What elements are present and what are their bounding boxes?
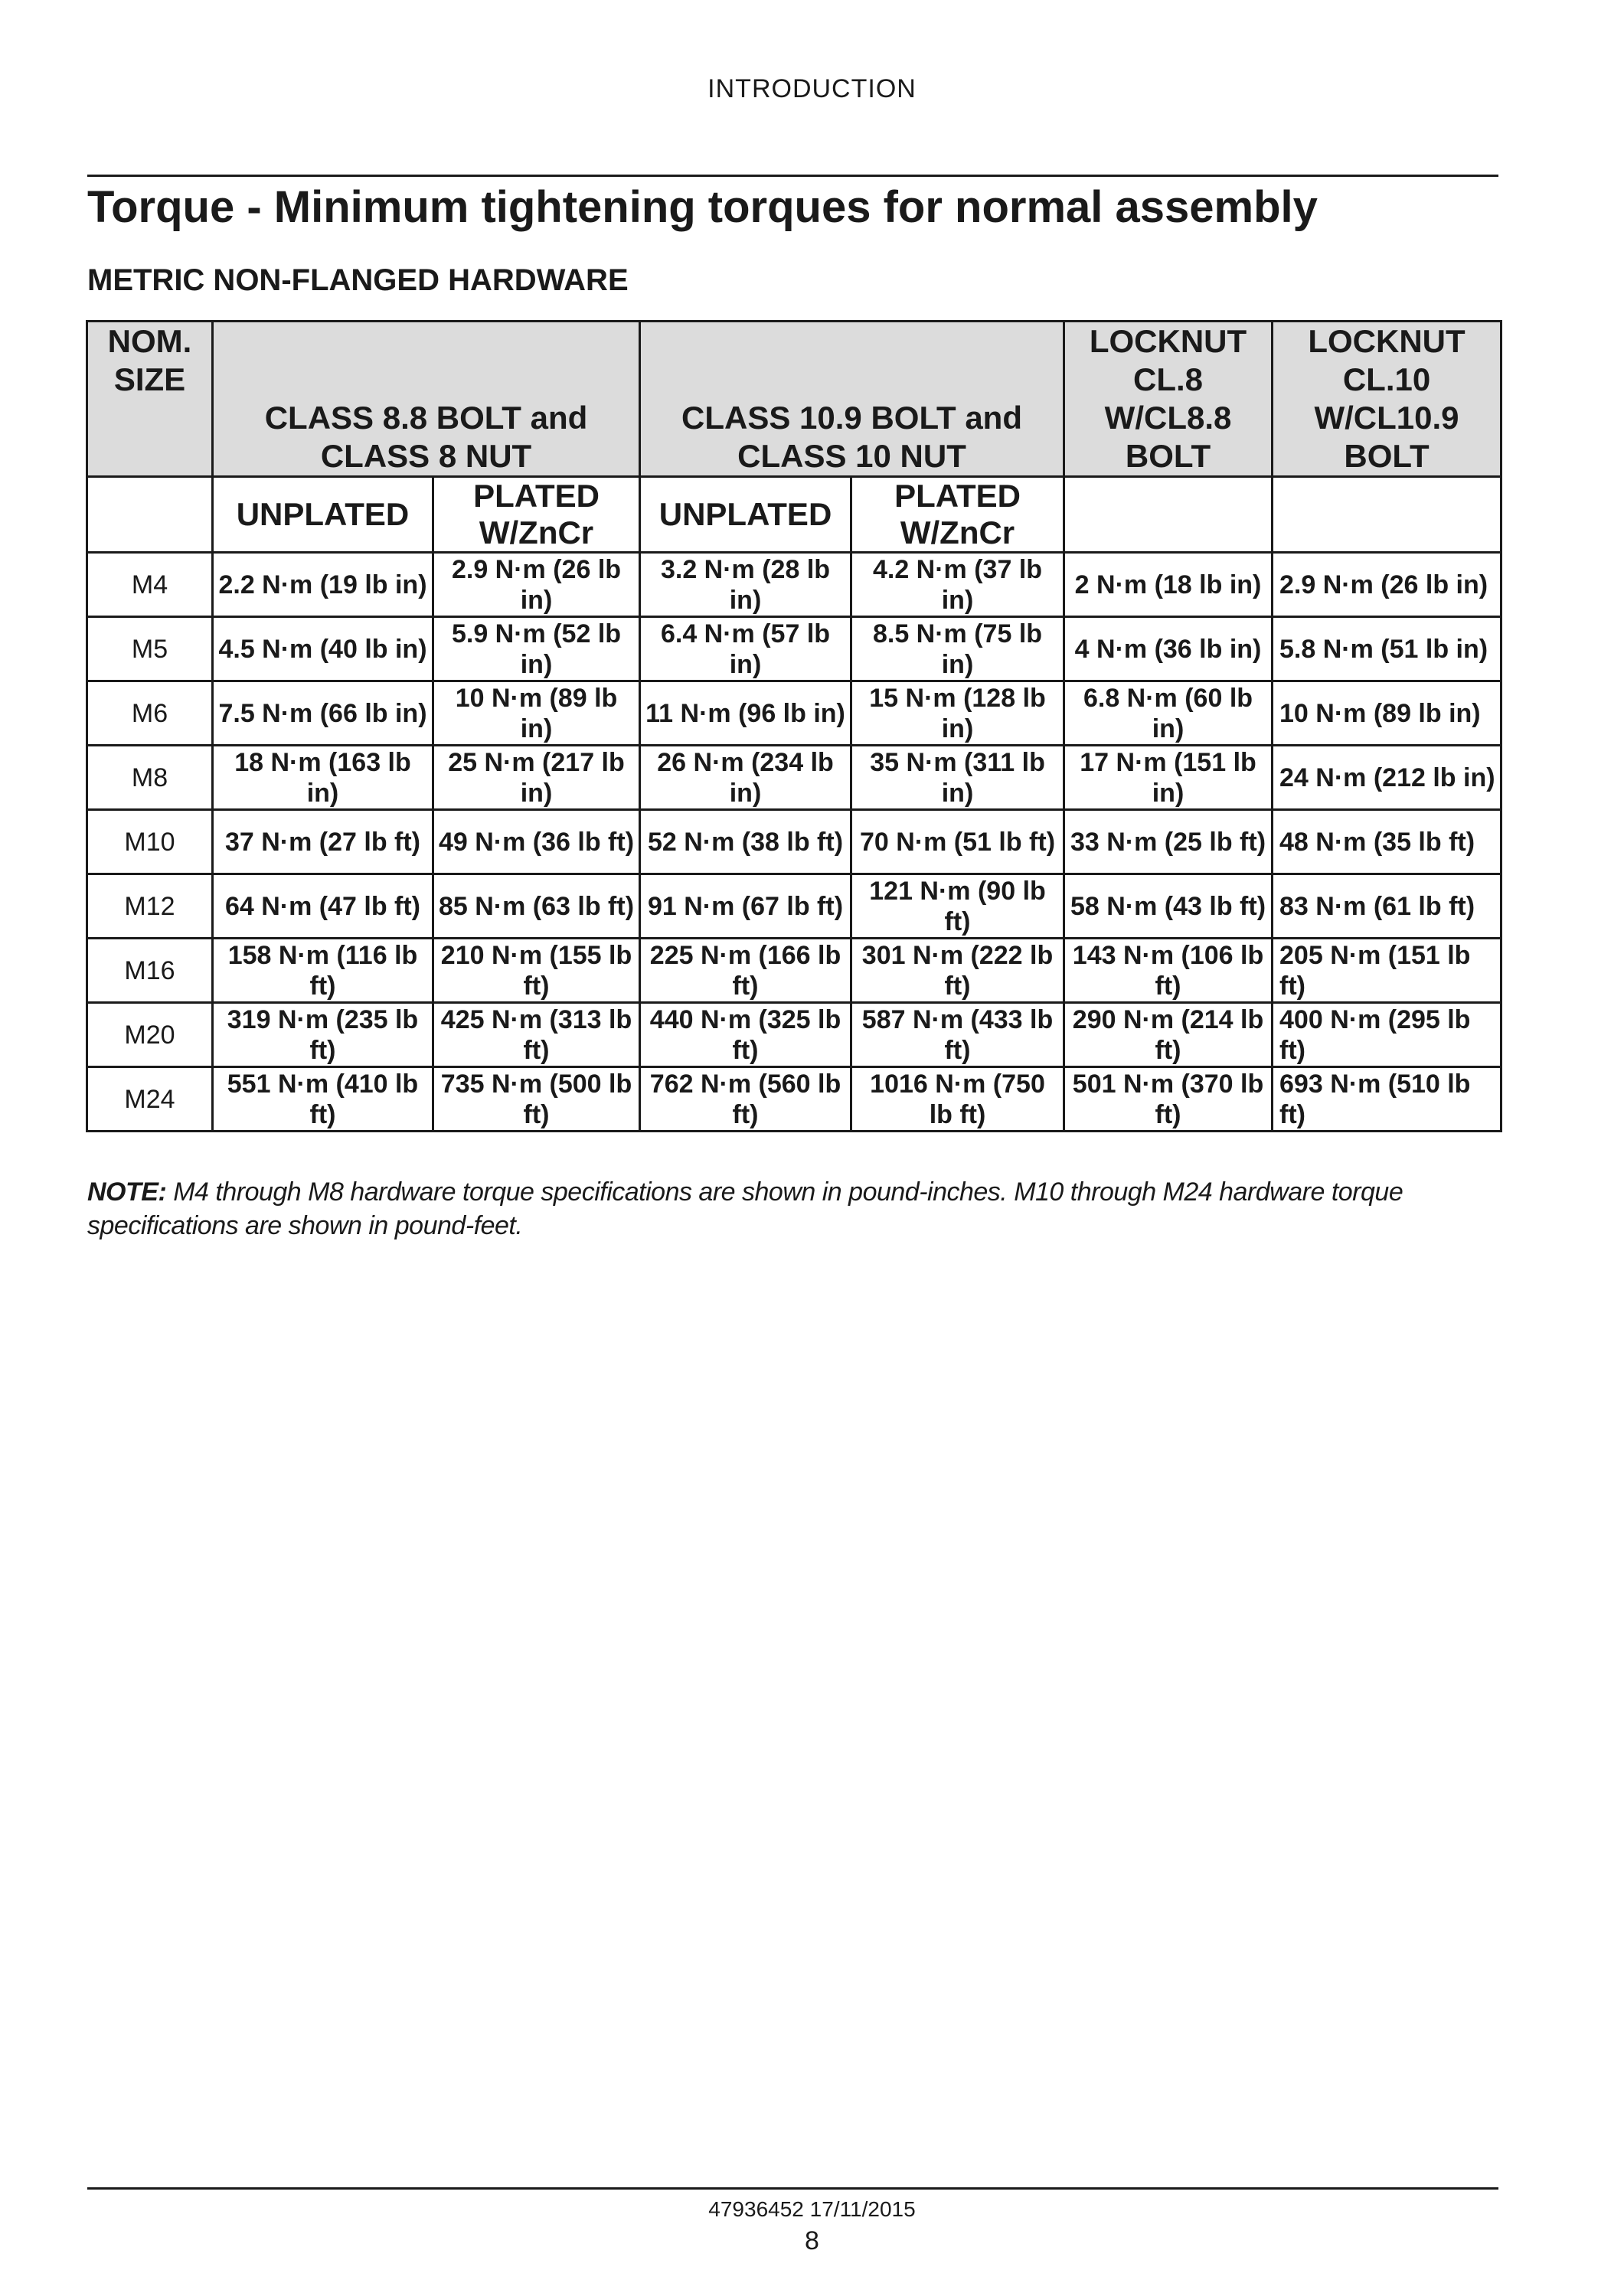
subheader-empty [1273,477,1501,553]
header-nom-size: NOM. SIZE [87,322,213,477]
table-header-row [87,322,1501,477]
cell-class109-plated: 35 N·m (311 lb in) [851,746,1064,810]
cell-locknut-cl10: 2.9 N·m (26 lb in) [1273,553,1501,617]
cell-class109-unplated: 225 N·m (166 lb ft) [640,939,851,1003]
cell-size: M12 [87,874,213,939]
cell-class88-plated: 210 N·m (155 lb ft) [433,939,640,1003]
cell-locknut-cl10: 48 N·m (35 lb ft) [1273,810,1501,874]
subheader-plated: PLATED W/ZnCr [851,477,1064,553]
header-class-8-8: CLASS 8.8 BOLT and CLASS 8 NUT [213,322,640,477]
cell-class109-unplated: 762 N·m (560 lb ft) [640,1067,851,1132]
cell-locknut-cl8: 4 N·m (36 lb in) [1064,617,1273,681]
cell-locknut-cl8: 58 N·m (43 lb ft) [1064,874,1273,939]
cell-class109-plated: 8.5 N·m (75 lb in) [851,617,1064,681]
cell-size: M5 [87,617,213,681]
cell-size: M4 [87,553,213,617]
cell-size: M10 [87,810,213,874]
table-row [87,874,1501,939]
cell-class88-unplated: 4.5 N·m (40 lb in) [213,617,433,681]
cell-class88-unplated: 2.2 N·m (19 lb in) [213,553,433,617]
cell-class109-unplated: 440 N·m (325 lb ft) [640,1003,851,1067]
cell-locknut-cl8: 2 N·m (18 lb in) [1064,553,1273,617]
cell-class109-plated: 301 N·m (222 lb ft) [851,939,1064,1003]
cell-locknut-cl10: 400 N·m (295 lb ft) [1273,1003,1501,1067]
cell-class88-plated: 10 N·m (89 lb in) [433,681,640,746]
page-title: Torque - Minimum tightening torques for normal assembly [87,182,1318,232]
cell-size: M6 [87,681,213,746]
cell-class109-plated: 587 N·m (433 lb ft) [851,1003,1064,1067]
header-class-10-9: CLASS 10.9 BOLT and CLASS 10 NUT [640,322,1064,477]
cell-class88-plated: 735 N·m (500 lb ft) [433,1067,640,1132]
cell-class88-unplated: 319 N·m (235 lb ft) [213,1003,433,1067]
cell-locknut-cl10: 693 N·m (510 lb ft) [1273,1067,1501,1132]
cell-class109-plated: 70 N·m (51 lb ft) [851,810,1064,874]
table-row [87,681,1501,746]
cell-locknut-cl10: 24 N·m (212 lb in) [1273,746,1501,810]
cell-size: M24 [87,1067,213,1132]
table-row [87,939,1501,1003]
table-subheader-row [87,477,1501,553]
subheader-unplated: UNPLATED [213,477,433,553]
table-row [87,810,1501,874]
cell-class88-plated: 425 N·m (313 lb ft) [433,1003,640,1067]
subheader-plated: PLATED W/ZnCr [433,477,640,553]
cell-locknut-cl8: 290 N·m (214 lb ft) [1064,1003,1273,1067]
cell-class109-unplated: 6.4 N·m (57 lb in) [640,617,851,681]
cell-class109-plated: 121 N·m (90 lb ft) [851,874,1064,939]
subheader-empty [87,477,213,553]
cell-size: M20 [87,1003,213,1067]
document-reference: 47936452 17/11/2015 [708,2197,916,2221]
header-locknut-cl8: LOCKNUT CL.8 W/CL8.8 BOLT [1064,322,1273,477]
cell-locknut-cl10: 5.8 N·m (51 lb in) [1273,617,1501,681]
cell-locknut-cl8: 33 N·m (25 lb ft) [1064,810,1273,874]
page-number: 8 [805,2226,819,2255]
cell-class88-unplated: 18 N·m (163 lb in) [213,746,433,810]
subheader-unplated: UNPLATED [640,477,851,553]
cell-class88-plated: 85 N·m (63 lb ft) [433,874,640,939]
table-row [87,1003,1501,1067]
cell-class109-unplated: 3.2 N·m (28 lb in) [640,553,851,617]
cell-size: M8 [87,746,213,810]
cell-class109-plated: 15 N·m (128 lb in) [851,681,1064,746]
table-row [87,746,1501,810]
bottom-divider [87,2187,1498,2190]
section-header: INTRODUCTION [707,74,917,103]
cell-class88-plated: 25 N·m (217 lb in) [433,746,640,810]
cell-class88-unplated: 158 N·m (116 lb ft) [213,939,433,1003]
cell-class88-unplated: 7.5 N·m (66 lb in) [213,681,433,746]
cell-class109-unplated: 26 N·m (234 lb in) [640,746,851,810]
torque-table [86,320,1502,1132]
cell-class109-unplated: 11 N·m (96 lb in) [640,681,851,746]
table-body [87,553,1501,1132]
cell-class88-unplated: 37 N·m (27 lb ft) [213,810,433,874]
table-row [87,617,1501,681]
note-label: NOTE: [87,1177,167,1207]
header-locknut-cl10: LOCKNUT CL.10 W/CL10.9 BOLT [1273,322,1501,477]
cell-locknut-cl8: 17 N·m (151 lb in) [1064,746,1273,810]
cell-class88-unplated: 551 N·m (410 lb ft) [213,1067,433,1132]
cell-class88-plated: 2.9 N·m (26 lb in) [433,553,640,617]
cell-class109-plated: 1016 N·m (750 lb ft) [851,1067,1064,1132]
subheader-empty [1064,477,1273,553]
cell-locknut-cl8: 143 N·m (106 lb ft) [1064,939,1273,1003]
top-divider [87,175,1498,177]
cell-class88-plated: 5.9 N·m (52 lb in) [433,617,640,681]
cell-class109-unplated: 91 N·m (67 lb ft) [640,874,851,939]
note-paragraph [87,1175,1498,1243]
cell-locknut-cl8: 6.8 N·m (60 lb in) [1064,681,1273,746]
table-row [87,1067,1501,1132]
table-row [87,553,1501,617]
section-subtitle: METRIC NON-FLANGED HARDWARE [87,263,629,297]
cell-class88-plated: 49 N·m (36 lb ft) [433,810,640,874]
cell-class88-unplated: 64 N·m (47 lb ft) [213,874,433,939]
cell-size: M16 [87,939,213,1003]
cell-locknut-cl10: 10 N·m (89 lb in) [1273,681,1501,746]
cell-class109-plated: 4.2 N·m (37 lb in) [851,553,1064,617]
cell-locknut-cl10: 205 N·m (151 lb ft) [1273,939,1501,1003]
note-text: M4 through M8 hardware torque specifications are shown in pound-inches. M10 through M24 hardware torque specifications are shown in pound-feet. [87,1177,1403,1240]
cell-locknut-cl10: 83 N·m (61 lb ft) [1273,874,1501,939]
cell-locknut-cl8: 501 N·m (370 lb ft) [1064,1067,1273,1132]
cell-class109-unplated: 52 N·m (38 lb ft) [640,810,851,874]
